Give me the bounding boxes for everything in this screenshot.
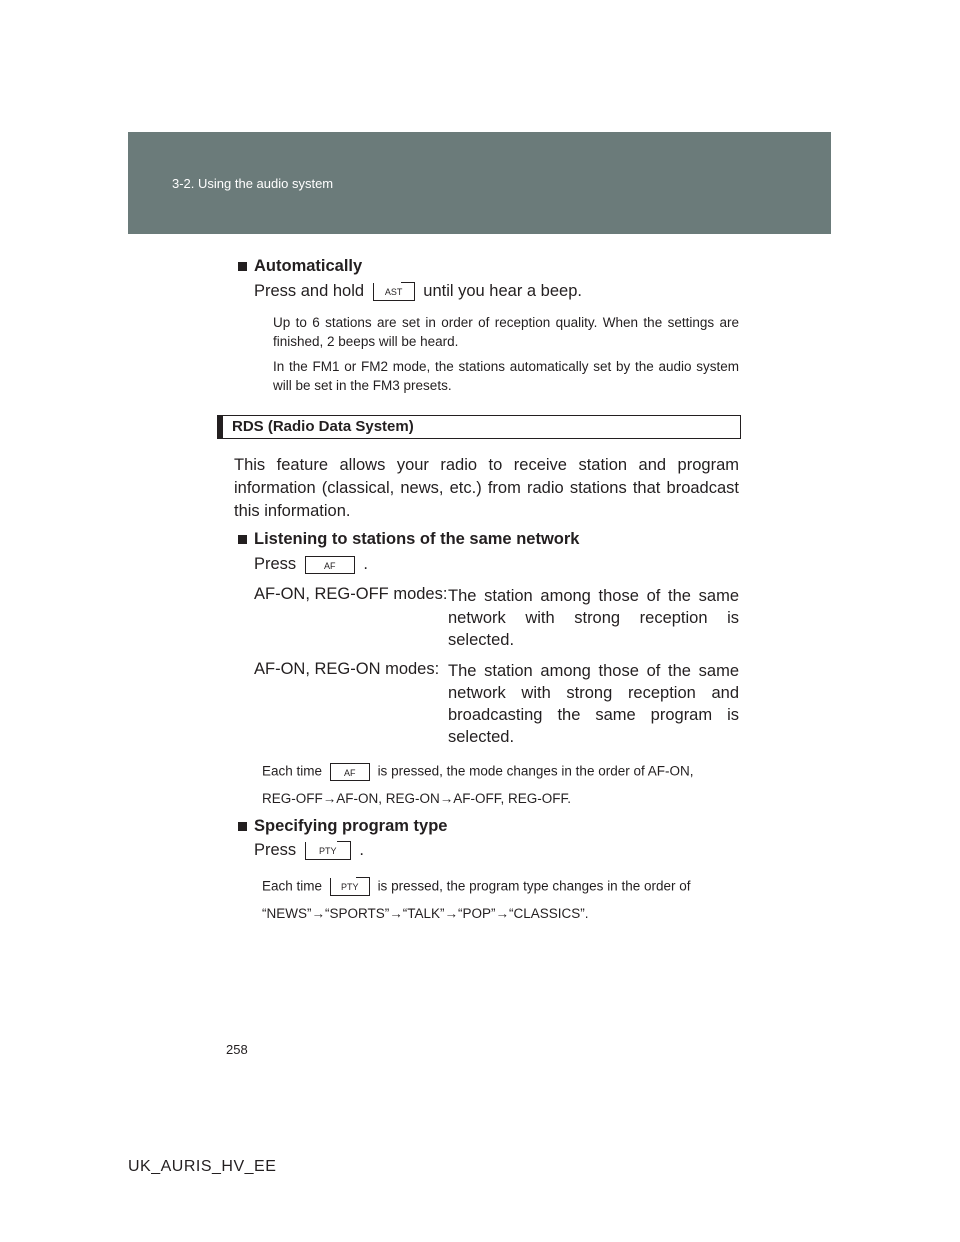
network-heading: Listening to stations of the same network xyxy=(254,530,580,548)
automatic-note-1: Up to 6 stations are set in order of reception quality. When the settings are finished, 2 beeps will be heard. xyxy=(273,315,739,349)
ast-button-icon: AST xyxy=(373,283,415,301)
af-button-icon: AF xyxy=(305,556,355,574)
bullet-square-icon xyxy=(238,822,247,831)
rds-title: RDS (Radio Data System) xyxy=(232,418,414,435)
note-suffix: is pressed, the mode changes in the order of AF-ON, xyxy=(377,763,694,779)
section-header xyxy=(128,132,831,234)
program-heading: Specifying program type xyxy=(254,817,448,835)
page-number: 258 xyxy=(226,1042,248,1057)
af-note-line-1 xyxy=(262,763,693,781)
press-suffix: . xyxy=(363,555,368,573)
section-title: 3-2. Using the audio system xyxy=(172,176,334,191)
rds-intro: This feature allows your radio to receive station and program information (classical, news, etc.) from radio stations that broadcast this information. xyxy=(234,456,739,520)
rds-title-box xyxy=(217,415,741,439)
press-text: Press and hold xyxy=(254,282,365,300)
note-prefix: Each time xyxy=(262,763,323,779)
press-suffix: . xyxy=(359,841,364,859)
press-text: Press xyxy=(254,555,297,573)
press-suffix: until you hear a beep. xyxy=(423,282,582,300)
automatic-instruction xyxy=(254,282,582,301)
pty-button-icon: PTY xyxy=(330,878,370,896)
document-code: UK_AURIS_HV_EE xyxy=(128,1158,277,1175)
bullet-square-icon xyxy=(238,535,247,544)
mode-desc-reg-on: The station among those of the same network with strong reception and broadcasting the same program is selected. xyxy=(448,662,739,746)
mode-label-reg-on: AF-ON, REG-ON modes: xyxy=(254,660,440,678)
network-instruction xyxy=(254,555,368,574)
press-text: Press xyxy=(254,841,297,859)
mode-desc-reg-off: The station among those of the same network with strong reception is selected. xyxy=(448,587,739,649)
program-instruction xyxy=(254,841,364,860)
automatic-note-2: In the FM1 or FM2 mode, the stations automatically set by the audio system will be set in the FM3 presets. xyxy=(273,359,739,393)
pty-button-icon: PTY xyxy=(305,842,351,860)
note-prefix: Each time xyxy=(262,878,323,894)
bullet-square-icon xyxy=(238,262,247,271)
automatic-heading: Automatically xyxy=(254,257,363,275)
pty-note-line-2: “NEWS”→“SPORTS”→“TALK”→“POP”→“CLASSICS”. xyxy=(262,906,589,921)
af-button-icon: AF xyxy=(330,763,370,781)
mode-label-reg-off: AF-ON, REG-OFF modes: xyxy=(254,585,448,603)
pty-note-line-1 xyxy=(262,878,691,896)
note-suffix: is pressed, the program type changes in the order of xyxy=(377,878,691,894)
af-note-line-2: REG-OFF→AF-ON, REG-ON→AF-OFF, REG-OFF. xyxy=(262,791,571,806)
